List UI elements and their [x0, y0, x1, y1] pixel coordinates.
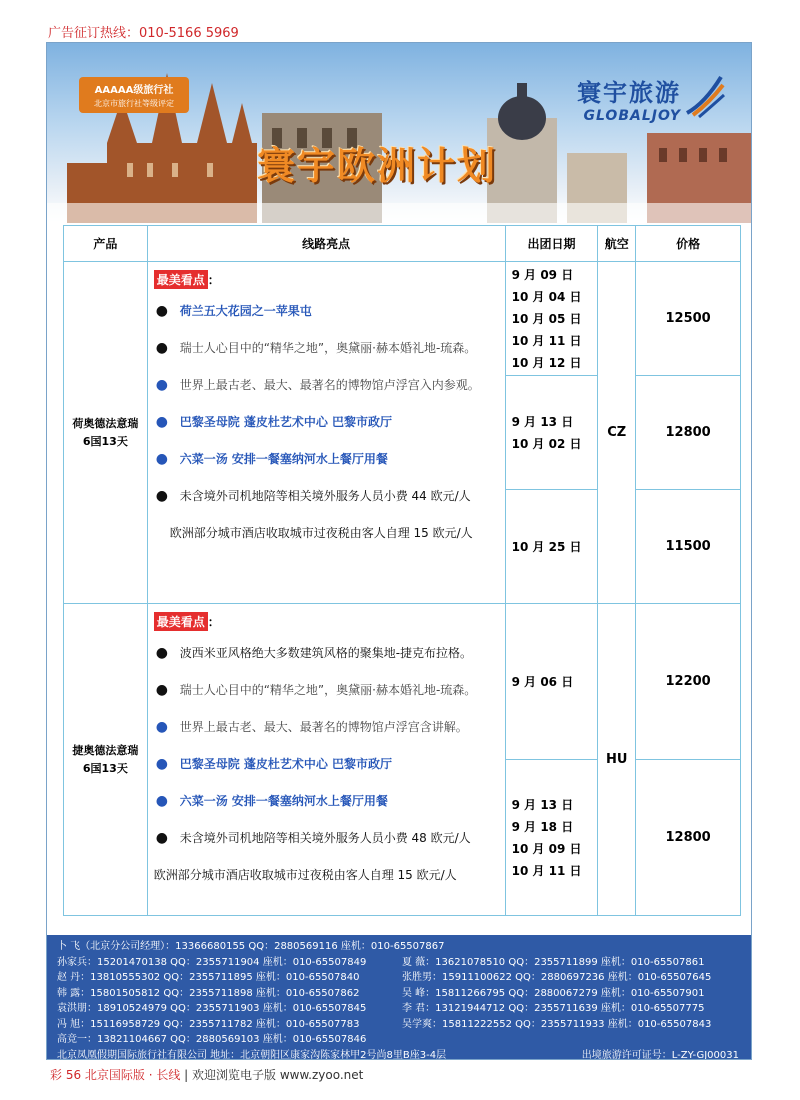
logo-cn: 寰宇旅游 — [577, 79, 681, 107]
page-footer — [50, 1066, 363, 1083]
highlight-note: 欧洲部分城市酒店收取城市过夜税由客人自理 15 欧元/人 — [169, 526, 473, 540]
airline-code: HU — [598, 604, 636, 916]
badge-subtitle: 北京市旅行社等级评定 — [94, 99, 174, 108]
contact-row: 冯 旭：15116958729 QQ：2355711782 座机：010-65507783 吴学爽：15811222552 QQ：2355711933 座机：010-65507843 — [57, 1018, 712, 1030]
header-product: 产品 — [64, 226, 148, 262]
departure-dates: 9 月 06 日 — [505, 604, 598, 760]
bullet-icon: ● — [155, 488, 168, 504]
product-name — [64, 262, 148, 604]
price: 11500 — [636, 490, 741, 604]
globaljoy-wing-icon — [683, 73, 725, 119]
contact-panel — [47, 935, 751, 1059]
header-price: 价格 — [636, 226, 741, 262]
page-frame — [46, 42, 752, 1060]
contact-row: 孙家兵：15201470138 QQ：2355711904 座机：010-65507849 夏 薇：13621078510 QQ：2355711899 座机：010-65507861 — [57, 956, 705, 968]
footer-separator: | — [180, 1068, 193, 1082]
logo-en: GLOBALJOY — [583, 108, 681, 124]
tag-colon: ： — [207, 273, 220, 287]
price: 12500 — [636, 262, 741, 376]
highlights-cell — [147, 604, 505, 916]
company-address: 北京凤凰假期国际旅行社有限公司 地址：北京朝阳区康家沟陈家林甲2号尚8里B座3-4层 — [57, 1049, 447, 1060]
footer-site: 欢迎浏览电子版 www.zyoo.net — [192, 1068, 364, 1082]
highlight-item: ● 瑞士人心目中的“精华之地”，奥黛丽·赫本婚礼地-琉森。 — [154, 330, 499, 367]
page-title: 寰宇欧洲计划 — [257, 144, 498, 188]
product-name-line1: 捷奥德法意瑞 — [72, 743, 139, 757]
contact-row: 袁洪朋：18910524979 QQ：2355711903 座机：010-65507845 李 君：13121944712 QQ：2355711639 座机：010-65507775 — [57, 1003, 705, 1014]
highlight-item: ● 世界上最古老、最大、最著名的博物馆卢浮宫入内参观。 — [154, 367, 499, 404]
highlight-item: ● 六菜一汤 安排一餐塞纳河水上餐厅用餐 — [154, 783, 499, 820]
highlight-item: ● 六菜一汤 安排一餐塞纳河水上餐厅用餐 — [154, 441, 499, 478]
contact-row: 韩 露：15801505812 QQ：2355711898 座机：010-65507862 吴 峰：15811266795 QQ：2880067279 座机：010-65507901 — [57, 987, 705, 999]
product-name-line2: 6国13天 — [82, 434, 128, 448]
itinerary-table — [63, 225, 741, 916]
departure-dates: 10 月 25 日 — [505, 490, 598, 604]
highlights-cell — [147, 262, 505, 604]
ad-hotline: 广告征订热线：010-5166 5969 — [48, 26, 239, 41]
departure-dates: 9 月 09 日 10 月 04 日 10 月 05 日 10 月 11 日 10 月 12 日 — [505, 262, 598, 376]
bullet-icon: ● — [155, 830, 168, 846]
company-row — [57, 1048, 739, 1061]
price: 12800 — [636, 760, 741, 916]
product-name-line1: 荷奥德法意瑞 — [72, 416, 139, 430]
header-dates: 出团日期 — [505, 226, 598, 262]
contact-row: 高竞一：13821104667 QQ：2880569103 座机：010-65507846 — [57, 1034, 367, 1045]
highlight-item: ● 世界上最古老、最大、最著名的博物馆卢浮宫含讲解。 — [154, 709, 499, 746]
bullet-icon: ● — [155, 719, 168, 735]
table-row — [64, 604, 741, 760]
highlight-note: 欧洲部分城市酒店收取城市过夜税由客人自理 15 欧元/人 — [153, 868, 457, 882]
header-airline: 航空 — [598, 226, 636, 262]
highlight-tag: 最美看点 — [154, 270, 208, 289]
product-name-line2: 6国13天 — [82, 761, 128, 775]
bullet-icon: ● — [155, 451, 168, 467]
bullet-icon: ● — [155, 682, 168, 698]
table-row — [64, 262, 741, 376]
highlight-item: ● 巴黎圣母院 蓬皮杜艺术中心 巴黎市政厅 — [154, 746, 499, 783]
tag-colon: ： — [207, 615, 220, 629]
aaaaa-badge — [79, 77, 189, 113]
price: 12800 — [636, 376, 741, 490]
price: 12200 — [636, 604, 741, 760]
skyline-illustration — [47, 43, 751, 223]
page-number: 彩 56 北京国际版 · 长线 — [50, 1068, 181, 1082]
highlight-item: ● 波西米亚风格绝大多数建筑风格的聚集地-捷克布拉格。 — [154, 635, 499, 672]
license-number: 出境旅游许可证号：L-ZY-GJ00031 — [581, 1049, 739, 1060]
bullet-icon: ● — [155, 756, 168, 772]
product-name — [64, 604, 148, 916]
departure-dates: 9 月 13 日 10 月 02 日 — [505, 376, 598, 490]
bullet-icon: ● — [155, 377, 168, 393]
badge-title: AAAAA级旅行社 — [94, 85, 174, 96]
contact-manager: 卜 飞（北京分公司经理）：13366680155 QQ：2880569116 座机：010-65507867 — [57, 941, 445, 952]
highlight-tag: 最美看点 — [154, 612, 208, 631]
departure-dates: 9 月 13 日 9 月 18 日 10 月 09 日 10 月 11 日 — [505, 760, 598, 916]
table-header-row — [64, 226, 741, 262]
bullet-icon: ● — [155, 645, 168, 661]
highlight-item: ● 未含境外司机地陪等相关境外服务人员小费 48 欧元/人 — [154, 820, 499, 857]
contact-row: 赵 丹：13810555302 QQ：2355711895 座机：010-65507840 张胜男：15911100622 QQ：2880697236 座机：010-65507645 — [57, 972, 712, 983]
bullet-icon: ● — [155, 340, 168, 356]
bullet-icon: ● — [155, 303, 168, 319]
highlight-item: ● 荷兰五大花园之一苹果屯 — [154, 293, 499, 330]
header-highlights: 线路亮点 — [147, 226, 505, 262]
airline-code: CZ — [598, 262, 636, 604]
bullet-icon: ● — [155, 414, 168, 430]
bullet-icon: ● — [155, 793, 168, 809]
banner — [47, 43, 751, 223]
highlight-item: ● 瑞士人心目中的“精华之地”，奥黛丽·赫本婚礼地-琉森。 — [154, 672, 499, 709]
highlight-item: ● 巴黎圣母院 蓬皮杜艺术中心 巴黎市政厅 — [154, 404, 499, 441]
highlight-item: ● 未含境外司机地陪等相关境外服务人员小费 44 欧元/人 — [154, 478, 499, 515]
